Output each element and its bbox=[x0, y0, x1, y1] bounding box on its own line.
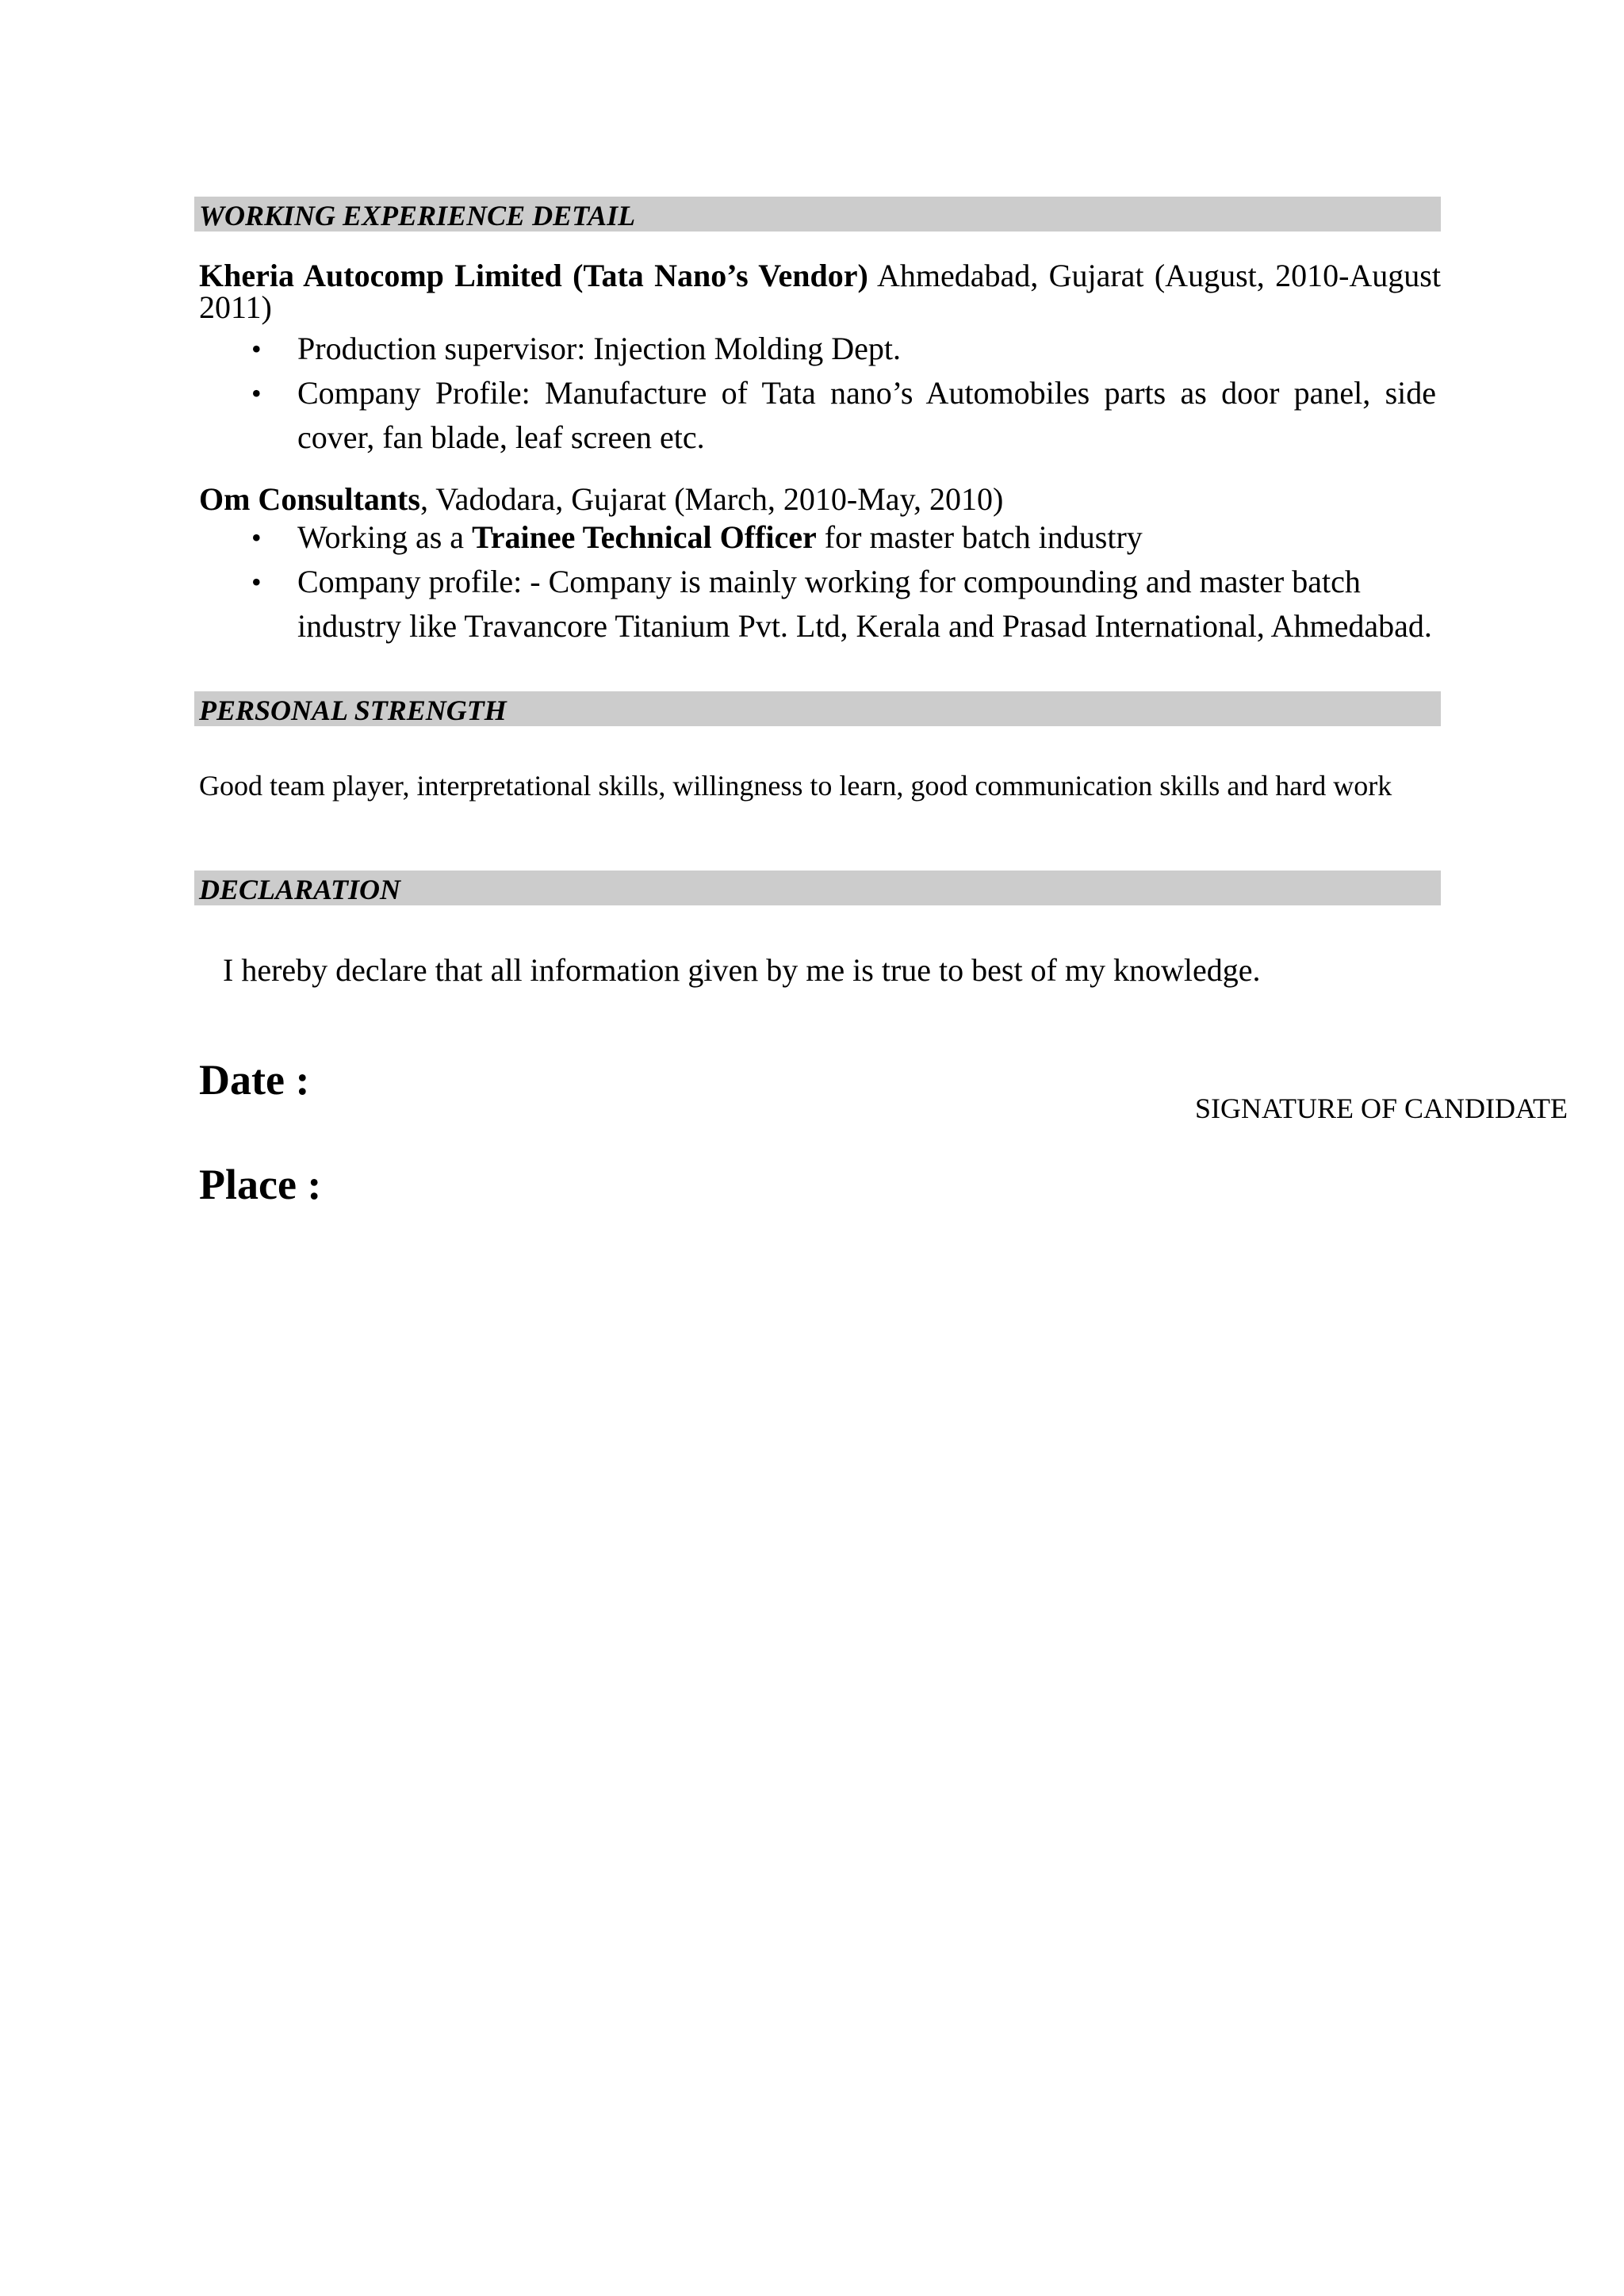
declaration-text: I hereby declare that all information given by me is true to best of my knowledge. bbox=[223, 952, 1261, 988]
section-header-declaration: DECLARATION bbox=[194, 871, 1441, 905]
section-header-strength: PERSONAL STRENGTH bbox=[194, 691, 1441, 726]
bullet-icon: • bbox=[251, 333, 262, 365]
company-1-name: Kheria Autocomp Limited (Tata Nano’s Vendor) bbox=[199, 258, 868, 293]
date-label: Date : bbox=[199, 1056, 310, 1104]
place-label: Place : bbox=[199, 1161, 322, 1208]
company-2-name: Om Consultants bbox=[199, 481, 420, 517]
bullet-icon: • bbox=[251, 566, 262, 598]
company-1-bullets bbox=[194, 327, 1441, 460]
list-item: • Working as a Trainee Technical Officer for master batch industry bbox=[194, 515, 1441, 560]
list-item: • Company Profile: Manufacture of Tata nano’s Automobiles parts as door panel, side cover, fan blade, leaf screen etc. bbox=[194, 371, 1441, 460]
company-1-details: Ahmedabad, Gujarat (August, 2010-August 2011) bbox=[199, 258, 1441, 325]
company-2-details: , Vadodara, Gujarat (March, 2010-May, 2010) bbox=[419, 481, 1004, 517]
company-2-bullets bbox=[194, 515, 1441, 649]
bullet-icon: • bbox=[251, 522, 262, 553]
signature-label: SIGNATURE OF CANDIDATE bbox=[1195, 1093, 1568, 1124]
bullet-icon: • bbox=[251, 377, 262, 409]
resume-page bbox=[194, 197, 1568, 1208]
company-2-line bbox=[194, 481, 1441, 517]
company-1-line bbox=[194, 260, 1441, 323]
list-item: • Production supervisor: Injection Molding Dept. bbox=[194, 327, 1441, 371]
list-item: • Company profile: - Company is mainly working for compounding and master batch industry like Travancore Titanium Pvt. Ltd, Kerala and Prasad International, Ahmedabad. bbox=[194, 560, 1441, 649]
strength-text: Good team player, interpretational skills, willingness to learn, good communication skills and hard work bbox=[199, 770, 1392, 802]
section-header-experience: WORKING EXPERIENCE DETAIL bbox=[194, 197, 1441, 232]
